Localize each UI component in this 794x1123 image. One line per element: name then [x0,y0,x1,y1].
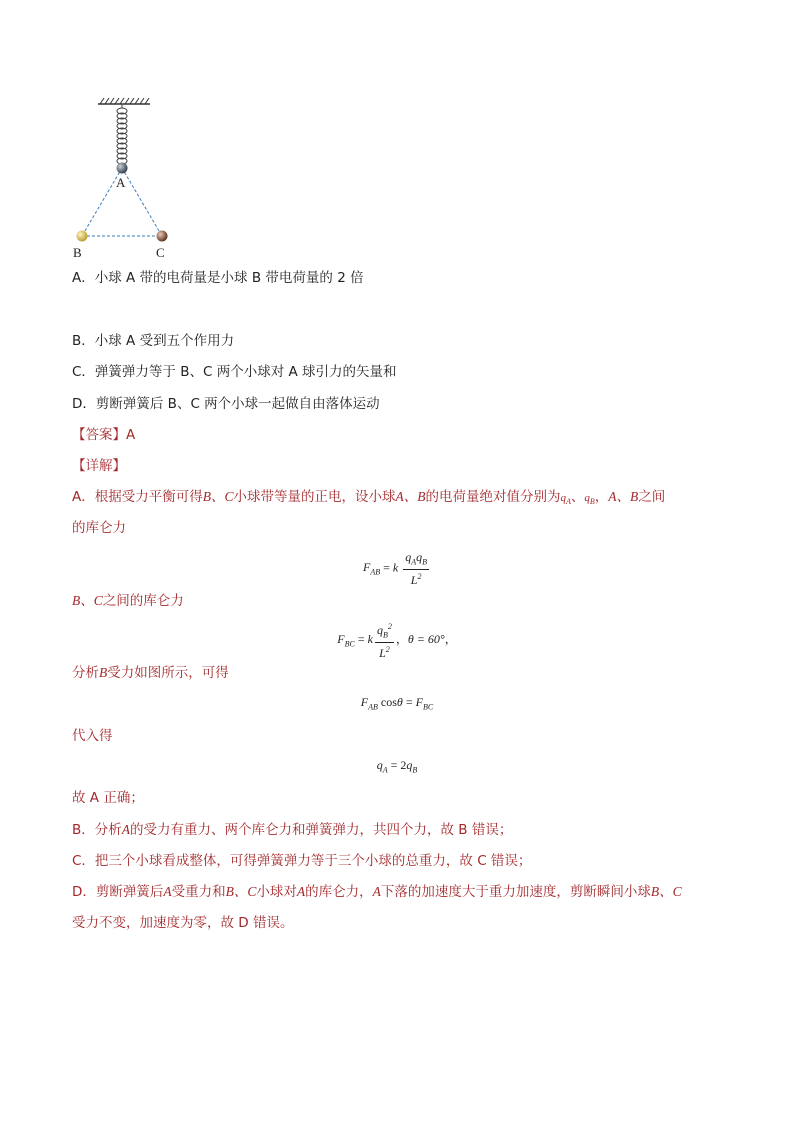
text: 之间的库仑力 [102,593,184,609]
detail-para-9 [72,883,682,901]
text: B．分析 [72,822,122,838]
text: B、C [202,489,234,504]
label-a: A [116,175,126,190]
text: A [296,884,306,899]
ceiling-hatch [100,98,149,104]
text: 受力如图所示，可得 [107,665,229,681]
text: 的库仑力， [305,884,373,900]
detail-para-5: 代入得 [72,728,113,744]
answer-value: A [126,427,136,443]
detail-para-10: 受力不变，加速度为零，故 D 错误。 [72,915,294,931]
text: 小球对 [256,884,297,900]
text: 的受力有重力、两个库仑力和弹簧弹力，共四个力，故 B 错误； [130,822,513,838]
symbol-qb: $q_B$ [584,492,595,507]
text: A [121,822,131,837]
text: B [99,665,108,680]
ball-b [77,231,88,242]
spring-ball-diagram [70,96,180,266]
text: B、C [225,884,257,899]
symbol-qa: $q_A$ [560,492,571,507]
spring [117,104,127,164]
text: B、C [72,593,103,608]
answer-line [72,426,135,444]
ball-a [117,163,128,174]
text: A [163,884,172,899]
detail-para-1 [72,488,665,511]
text: A [372,884,381,899]
ball-c [157,231,168,242]
text: 受重力和 [171,884,226,900]
text: ， [594,489,609,505]
option-a: A．小球 A 带的电荷量是小球 B 带电荷量的 2 倍 [72,270,364,286]
text: 的电荷量绝对值分别为 [425,489,561,505]
detail-para-3 [72,592,184,610]
formula-fbc: $F_{BC} = k$ $\frac{q_B^2}{L^2}$ ，θ = 60°， [337,622,457,661]
text: A、B [608,489,639,504]
text: 、 [570,489,585,505]
text: A．根据受力平衡可得 [72,489,203,505]
detail-para-1-cont: 的库仑力 [72,520,126,536]
detail-para-7 [72,821,512,839]
text: 之间 [638,489,666,505]
text: 小球带等量的正电，设小球 [233,489,396,505]
text: B、C [650,884,682,899]
label-b: B [73,245,82,260]
option-d: D．剪断弹簧后 B、C 两个小球一起做自由落体运动 [72,396,380,412]
detail-para-4 [72,664,229,682]
detail-label: 【详解】 [72,458,126,474]
answer-label: 【答案】 [72,427,126,443]
detail-para-8: C．把三个小球看成整体，可得弹簧弹力等于三个小球的总重力，故 C 错误； [72,853,532,869]
formula-balance: $F_{AB}$ $\cos\theta = F_{BC}$ [360,695,434,712]
text: D．剪断弹簧后 [72,884,164,900]
text: A、B [395,489,426,504]
text: 分析 [72,665,99,681]
label-c: C [156,245,165,260]
option-b: B．小球 A 受到五个作用力 [72,333,235,349]
formula-fab: $F_{AB} = k$ $\frac{q_Aq_B}{L^2}$ [362,550,427,588]
option-c: C．弹簧弹力等于 B、C 两个小球对 A 球引力的矢量和 [72,364,397,380]
text: 下落的加速度大于重力加速度，剪断瞬间小球 [380,884,651,900]
detail-para-6: 故 A 正确； [72,790,144,806]
formula-result: $q_A = 2q_B$ [376,758,418,775]
